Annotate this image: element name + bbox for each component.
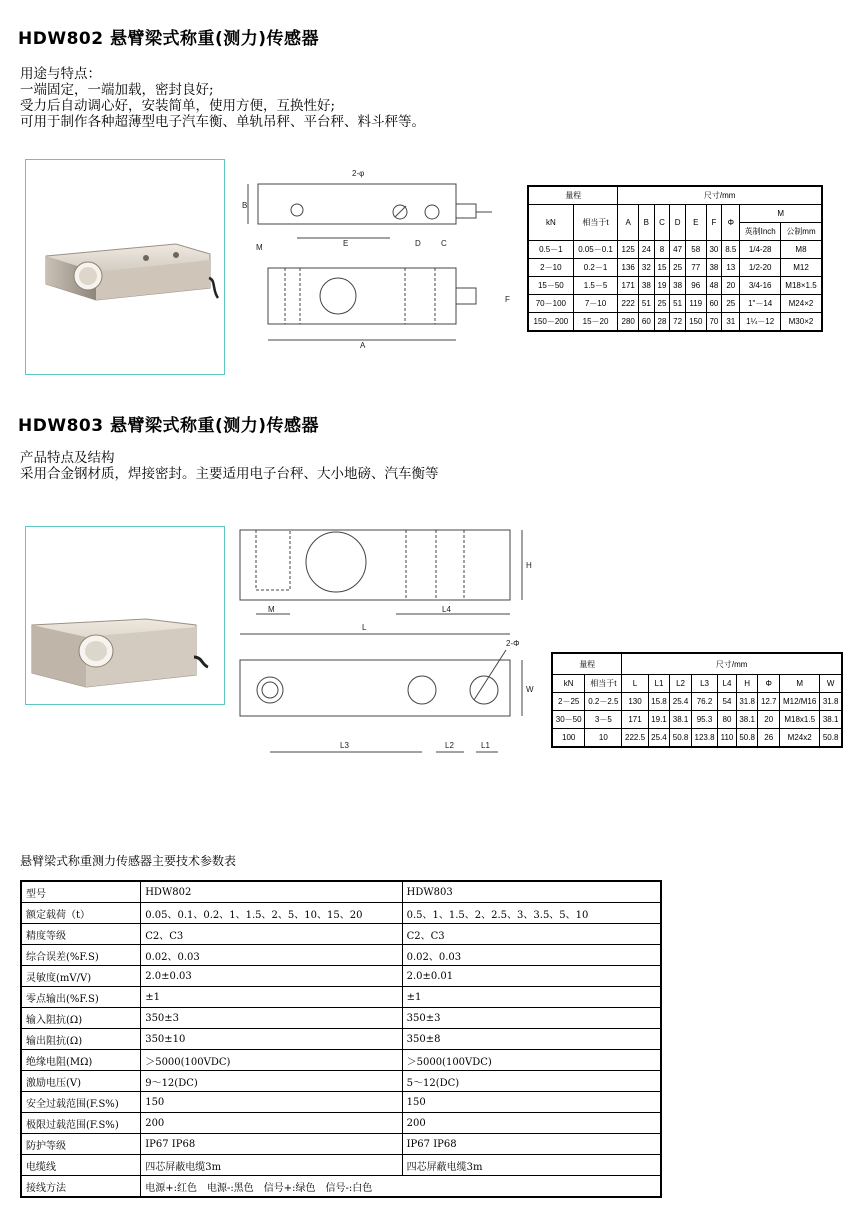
table-cell: 70－100 <box>528 295 573 313</box>
dim-d: D <box>415 239 421 248</box>
table-cell: 0.02、0.03 <box>141 945 402 966</box>
dim-a: A <box>360 341 366 350</box>
col-header: L3 <box>691 675 717 693</box>
col-header: A <box>618 205 639 241</box>
col-header: Φ <box>758 675 780 693</box>
table-cell: 100 <box>552 729 585 748</box>
table-row <box>21 1029 661 1050</box>
table-cell: M18x1.5 <box>780 711 820 729</box>
table-cell: 150 <box>141 1092 402 1113</box>
hdw803-drawing <box>236 526 550 764</box>
table-row <box>21 924 661 945</box>
table-row <box>21 1092 661 1113</box>
table-cell: 38.1 <box>736 711 758 729</box>
table-cell: 222 <box>618 295 639 313</box>
table-cell: 0.05、0.1、0.2、1、1.5、2、5、10、15、20 <box>141 903 402 924</box>
hdw803-features <box>20 450 439 482</box>
table-cell: 123.8 <box>691 729 717 748</box>
table-cell: IP67 IP68 <box>141 1134 402 1155</box>
table-row <box>552 711 842 729</box>
table-cell: IP67 IP68 <box>402 1134 661 1155</box>
table-row <box>552 693 842 711</box>
table-cell: 150 <box>402 1092 661 1113</box>
hdw802-features <box>20 66 425 130</box>
table-cell: HDW802 <box>141 881 402 903</box>
table-cell: 7－10 <box>573 295 618 313</box>
features-heading: 产品特点及结构 <box>20 450 115 466</box>
table-cell: 110 <box>718 729 737 748</box>
col-header: E <box>685 205 706 241</box>
table-row <box>528 277 822 295</box>
col-equiv: 相当于t <box>573 205 618 241</box>
size-header: 尺寸/mm <box>618 186 822 205</box>
table-cell: 20 <box>722 277 740 295</box>
table-cell: 171 <box>618 277 639 295</box>
table-cell: 0.2－1 <box>573 259 618 277</box>
dim-hole: 2-Φ <box>506 639 520 648</box>
table-cell: 38.1 <box>820 711 842 729</box>
dim-l2: L2 <box>445 741 454 750</box>
dim-l: L <box>362 623 367 632</box>
col-kn: kN <box>528 205 573 241</box>
table-cell: 综合误差(%F.S) <box>21 945 141 966</box>
table-cell: ±1 <box>141 987 402 1008</box>
col-m-mm: 公制mm <box>780 223 822 241</box>
table-cell: 31 <box>722 313 740 332</box>
table-row <box>21 966 661 987</box>
table-cell: 1/4-28 <box>740 241 781 259</box>
table-row <box>528 295 822 313</box>
table-cell: 2－10 <box>528 259 573 277</box>
col-header: L1 <box>648 675 670 693</box>
table-row <box>528 313 822 332</box>
col-header: B <box>639 205 655 241</box>
col-m: M <box>740 205 822 223</box>
table-cell: 119 <box>685 295 706 313</box>
table-cell: 50.8 <box>820 729 842 748</box>
table-cell: 51 <box>670 295 686 313</box>
range-header: 量程 <box>552 653 622 675</box>
feature-line: 可用于制作各种超薄型电子汽车衡、单轨吊秤、平台秤、料斗秤等。 <box>20 114 425 130</box>
col-kn: kN <box>552 675 585 693</box>
table-row <box>21 903 661 924</box>
table-cell: 3/4-16 <box>740 277 781 295</box>
table-cell: ＞5000(100VDC) <box>402 1050 661 1071</box>
table-cell: 0.5－1 <box>528 241 573 259</box>
table-cell: 350±10 <box>141 1029 402 1050</box>
table-cell: 38 <box>706 259 722 277</box>
table-cell: 3－5 <box>585 711 622 729</box>
table-cell: 电缆线 <box>21 1155 141 1176</box>
table-cell: 19 <box>654 277 670 295</box>
params-table <box>20 880 662 1198</box>
col-header: L4 <box>718 675 737 693</box>
table-cell: 54 <box>718 693 737 711</box>
table-cell: 200 <box>402 1113 661 1134</box>
dim-w: W <box>526 685 534 694</box>
table-cell: 25.4 <box>670 693 692 711</box>
table-row <box>21 1071 661 1092</box>
dim-e: E <box>343 239 349 248</box>
table-cell: 31.8 <box>736 693 758 711</box>
size-header: 尺寸/mm <box>622 653 842 675</box>
table-cell: 2.0±0.03 <box>141 966 402 987</box>
table-cell: M12 <box>780 259 822 277</box>
table-cell: 32 <box>639 259 655 277</box>
table-row <box>21 1134 661 1155</box>
table-cell: 20 <box>758 711 780 729</box>
table-cell: 150 <box>685 313 706 332</box>
table-row <box>21 1155 661 1176</box>
table-row <box>21 1008 661 1029</box>
table-cell: 50.8 <box>670 729 692 748</box>
table-cell: 96 <box>685 277 706 295</box>
col-header: F <box>706 205 722 241</box>
table-cell: 四芯屏蔽电缆3m <box>402 1155 661 1176</box>
params-table-body <box>21 881 661 1176</box>
table-cell: 10 <box>585 729 622 748</box>
table-cell: 1/2-20 <box>740 259 781 277</box>
table-cell: 350±3 <box>402 1008 661 1029</box>
table-cell: M24×2 <box>780 295 822 313</box>
col-header: M <box>780 675 820 693</box>
table-cell: 精度等级 <box>21 924 141 945</box>
hdw803-photo <box>25 526 225 705</box>
table-row <box>21 1050 661 1071</box>
dim-m: M <box>256 243 263 252</box>
col-header: L2 <box>670 675 692 693</box>
table-cell: 171 <box>622 711 648 729</box>
table-cell: 1"－14 <box>740 295 781 313</box>
dim-l1: L1 <box>481 741 490 750</box>
table-cell: 38 <box>639 277 655 295</box>
dim-l3: L3 <box>340 741 349 750</box>
table-cell: 31.8 <box>820 693 842 711</box>
dim-b: B <box>242 201 248 210</box>
table-cell: 13 <box>722 259 740 277</box>
table-cell: 47 <box>670 241 686 259</box>
table-cell: 防护等级 <box>21 1134 141 1155</box>
table-cell: 150－200 <box>528 313 573 332</box>
col-m-inch: 英制Inch <box>740 223 781 241</box>
table-cell: 15.8 <box>648 693 670 711</box>
features-heading: 用途与特点： <box>20 66 101 82</box>
table-cell: 9～12(DC) <box>141 1071 402 1092</box>
table-cell: 0.2－2.5 <box>585 693 622 711</box>
table-row <box>21 881 661 903</box>
table-cell: 激励电压(V) <box>21 1071 141 1092</box>
table-cell: 130 <box>622 693 648 711</box>
table-cell: 76.2 <box>691 693 717 711</box>
table-cell: 0.5、1、1.5、2、2.5、3、3.5、5、10 <box>402 903 661 924</box>
table-cell: 四芯屏蔽电缆3m <box>141 1155 402 1176</box>
col-header: C <box>654 205 670 241</box>
col-equiv: 相当于t <box>585 675 622 693</box>
table-cell: 125 <box>618 241 639 259</box>
col-header: D <box>670 205 686 241</box>
table-cell: 30－50 <box>552 711 585 729</box>
table-cell: 25.4 <box>648 729 670 748</box>
col-header: W <box>820 675 842 693</box>
table-cell: C2、C3 <box>402 924 661 945</box>
table-cell: 8 <box>654 241 670 259</box>
table-cell: 350±8 <box>402 1029 661 1050</box>
table-cell: 200 <box>141 1113 402 1134</box>
table-cell: 24 <box>639 241 655 259</box>
table-cell: 280 <box>618 313 639 332</box>
col-header: H <box>736 675 758 693</box>
table-cell: 输出阻抗(Ω) <box>21 1029 141 1050</box>
dim-c: C <box>441 239 447 248</box>
table-cell: 2.0±0.01 <box>402 966 661 987</box>
range-header: 量程 <box>528 186 618 205</box>
table-cell: 5～12(DC) <box>402 1071 661 1092</box>
dim-hole: 2-φ <box>352 169 365 178</box>
table-cell: 15－20 <box>573 313 618 332</box>
table-cell: 极限过载范围(F.S%) <box>21 1113 141 1134</box>
table-cell: 48 <box>706 277 722 295</box>
table-row <box>21 987 661 1008</box>
feature-line: 采用合金钢材质，焊接密封。主要适用电子台秤、大小地磅、汽车衡等 <box>20 466 439 482</box>
table-cell: 输入阻抗(Ω) <box>21 1008 141 1029</box>
table-cell: 95.3 <box>691 711 717 729</box>
hdw802-drawing <box>240 168 518 358</box>
table-cell: 38.1 <box>670 711 692 729</box>
hdw803-spec-table <box>551 652 843 748</box>
table-cell: 77 <box>685 259 706 277</box>
table-cell: 12.7 <box>758 693 780 711</box>
table-cell: M8 <box>780 241 822 259</box>
table-cell: 72 <box>670 313 686 332</box>
table-cell: HDW803 <box>402 881 661 903</box>
table-cell: 型号 <box>21 881 141 903</box>
table-row <box>528 259 822 277</box>
table-cell: 绝缘电阻(MΩ) <box>21 1050 141 1071</box>
table-cell: 19.1 <box>648 711 670 729</box>
table-cell: M24x2 <box>780 729 820 748</box>
wiring-value: 电源+:红色 电源-:黑色 信号+:绿色 信号-:白色 <box>141 1176 661 1198</box>
table-cell: 25 <box>654 295 670 313</box>
table-cell: 80 <box>718 711 737 729</box>
table-cell: M30×2 <box>780 313 822 332</box>
table-cell: 1.5－5 <box>573 277 618 295</box>
table-cell: 51 <box>639 295 655 313</box>
table-cell: 15 <box>654 259 670 277</box>
table-cell: 15－50 <box>528 277 573 295</box>
table-cell: 安全过载范围(F.S%) <box>21 1092 141 1113</box>
hdw802-title: HDW802 悬臂梁式称重(测力)传感器 <box>18 29 320 49</box>
table-cell: 222.5 <box>622 729 648 748</box>
hdw802-photo <box>25 159 225 375</box>
table-cell: 2－25 <box>552 693 585 711</box>
table-cell: M12/M16 <box>780 693 820 711</box>
table-cell: 0.02、0.03 <box>402 945 661 966</box>
table-cell: 25 <box>722 295 740 313</box>
table-row <box>21 1176 661 1198</box>
table-cell: ＞5000(100VDC) <box>141 1050 402 1071</box>
table-row <box>552 729 842 748</box>
dim-f: F <box>505 295 510 304</box>
table-cell: 50.8 <box>736 729 758 748</box>
table-cell: ±1 <box>402 987 661 1008</box>
table-cell: 30 <box>706 241 722 259</box>
table-row <box>21 945 661 966</box>
dim-h: H <box>526 561 532 570</box>
params-title: 悬臂梁式称重测力传感器主要技术参数表 <box>20 854 237 868</box>
table-cell: 26 <box>758 729 780 748</box>
feature-line: 受力后自动调心好，安装简单，使用方便，互换性好; <box>20 98 336 114</box>
table-cell: 1¼－12 <box>740 313 781 332</box>
table-cell: 70 <box>706 313 722 332</box>
table-cell: 38 <box>670 277 686 295</box>
hdw803-table-body <box>552 693 842 748</box>
hdw802-spec-table <box>527 185 823 332</box>
table-cell: 60 <box>706 295 722 313</box>
feature-line: 一端固定，一端加载，密封良好; <box>20 82 214 98</box>
wiring-label: 接线方法 <box>21 1176 141 1198</box>
table-cell: 350±3 <box>141 1008 402 1029</box>
table-cell: 136 <box>618 259 639 277</box>
table-row <box>528 241 822 259</box>
table-cell: 60 <box>639 313 655 332</box>
hdw802-table-body <box>528 241 822 332</box>
table-cell: 25 <box>670 259 686 277</box>
col-header: L <box>622 675 648 693</box>
table-row <box>21 1113 661 1134</box>
col-header: Φ <box>722 205 740 241</box>
table-cell: 58 <box>685 241 706 259</box>
table-cell: 灵敏度(mV/V) <box>21 966 141 987</box>
dim-m: M <box>268 605 275 614</box>
table-cell: 28 <box>654 313 670 332</box>
table-cell: C2、C3 <box>141 924 402 945</box>
table-cell: 0.05－0.1 <box>573 241 618 259</box>
table-cell: 额定载荷（t） <box>21 903 141 924</box>
table-cell: 零点输出(%F.S) <box>21 987 141 1008</box>
table-cell: 8.5 <box>722 241 740 259</box>
dim-l4: L4 <box>442 605 451 614</box>
table-cell: M18×1.5 <box>780 277 822 295</box>
hdw803-title: HDW803 悬臂梁式称重(测力)传感器 <box>18 416 320 436</box>
